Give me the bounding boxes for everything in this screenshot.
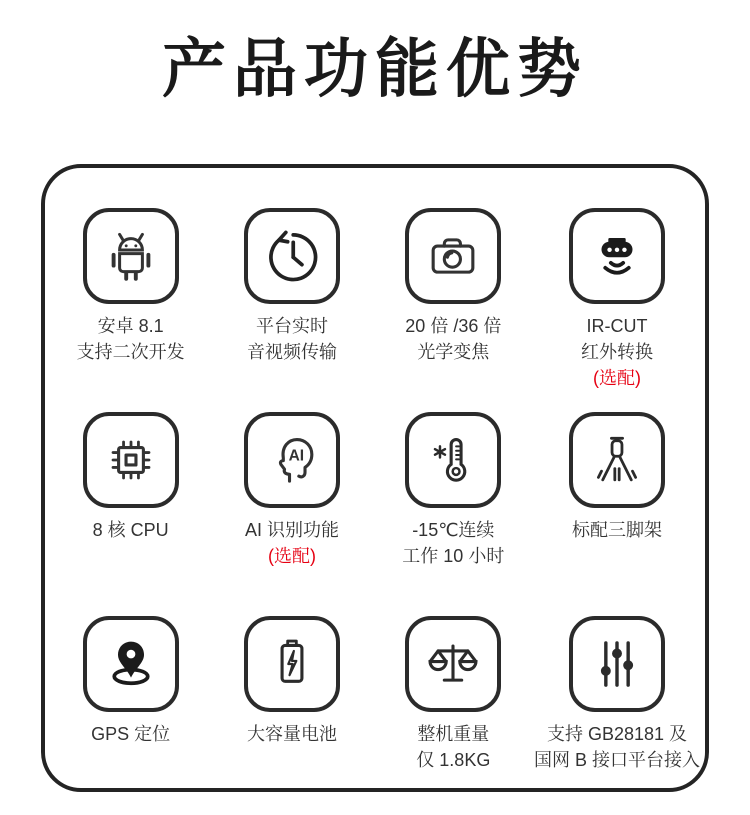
feature-label — [405, 313, 501, 365]
svg-text:AI: AI — [288, 447, 305, 465]
label-line: 8 核 CPU — [92, 520, 169, 540]
label-line: 支持 GB28181 及 — [546, 724, 688, 744]
feature-label — [247, 721, 337, 747]
feature-label — [93, 517, 169, 543]
optional-note: (选配) — [592, 368, 641, 388]
feature-grid — [50, 208, 700, 782]
label-line: 安卓 8.1 — [97, 316, 164, 336]
optional-note: (选配) — [267, 546, 316, 566]
label-line: 标配三脚架 — [571, 520, 662, 540]
label-line: 仅 1.8KG — [416, 750, 491, 770]
feature-label — [416, 721, 490, 773]
feature-label — [581, 313, 653, 365]
feature-platform — [534, 616, 700, 782]
feature-label — [534, 721, 700, 773]
label-line: 音视频传输 — [246, 342, 337, 362]
cpu-icon — [83, 412, 179, 508]
scale-icon — [405, 616, 501, 712]
feature-label — [572, 517, 662, 543]
label-line: GPS 定位 — [91, 724, 171, 744]
label-line: 光学变焦 — [417, 342, 490, 362]
feature-cpu — [50, 412, 211, 616]
label-line: -15℃连续 — [412, 520, 495, 540]
thermometer-icon — [405, 412, 501, 508]
feature-gps — [50, 616, 211, 782]
equalizer-icon — [569, 616, 665, 712]
feature-weight — [373, 616, 534, 782]
label-line: 大容量电池 — [246, 724, 337, 744]
feature-label — [402, 517, 504, 569]
camera-icon — [405, 208, 501, 304]
feature-zoom — [373, 208, 534, 412]
label-line: IR-CUT — [586, 316, 648, 336]
ir-sensor-icon — [569, 208, 665, 304]
feature-tripod — [534, 412, 700, 616]
feature-realtime-av — [211, 208, 372, 412]
feature-android — [50, 208, 211, 412]
feature-ircut — [534, 208, 700, 412]
feature-lowtemp — [373, 412, 534, 616]
label-line: 红外转换 — [580, 342, 653, 362]
label-line: 20 倍 /36 倍 — [405, 316, 502, 336]
label-line: 整机重量 — [417, 724, 490, 744]
page-title: 产品功能优势 — [162, 33, 588, 105]
label-line: 国网 B 接口平台接入 — [533, 750, 700, 770]
label-line: 工作 10 小时 — [402, 546, 505, 566]
feature-label — [247, 313, 337, 365]
gps-pin-icon — [83, 616, 179, 712]
tripod-icon — [569, 412, 665, 508]
feature-label — [245, 517, 339, 543]
battery-icon — [244, 616, 340, 712]
label-line: AI 识别功能 — [244, 520, 339, 540]
ai-head-icon — [244, 412, 340, 508]
label-line: 支持二次开发 — [76, 342, 185, 362]
feature-ai — [211, 412, 372, 616]
history-clock-icon — [244, 208, 340, 304]
feature-card — [41, 164, 709, 792]
label-line: 平台实时 — [255, 316, 328, 336]
feature-label — [91, 721, 170, 747]
feature-label — [77, 313, 185, 365]
feature-battery — [211, 616, 372, 782]
android-icon — [83, 208, 179, 304]
